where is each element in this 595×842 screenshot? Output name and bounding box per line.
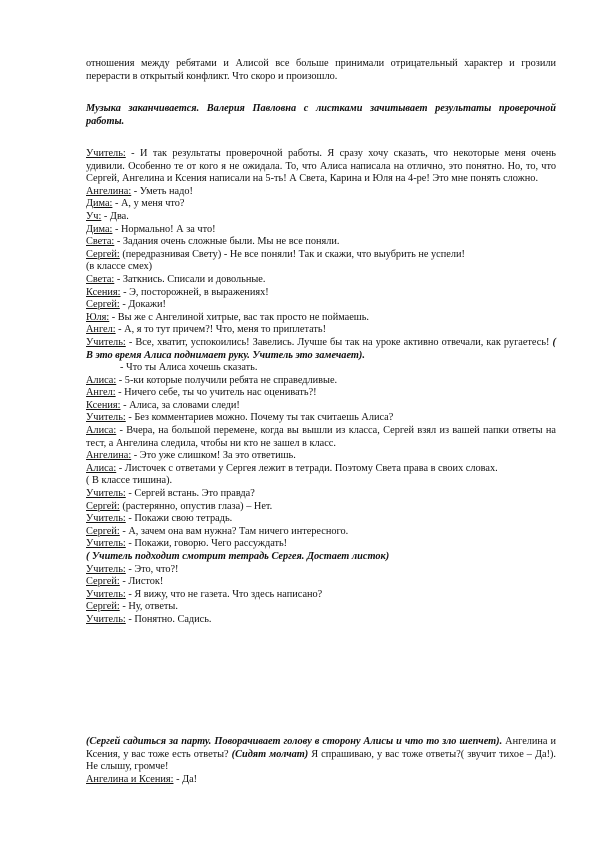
speaker-name: Света: [86, 236, 115, 248]
dialogue-line [86, 400, 556, 413]
dialogue-line [86, 312, 556, 325]
final-paragraph [86, 736, 556, 774]
speaker-name: Ангелина: [86, 450, 132, 462]
speaker-name: Учитель: [86, 588, 126, 600]
dialogue-line [86, 299, 556, 312]
speaker-name: Ксения: [86, 286, 121, 298]
speaker-name: Учитель: [86, 563, 126, 575]
stage-direction-music: Музыка заканчивается. Валерия Павловна с листками зачитывает результаты проверочной работы. [86, 103, 556, 127]
line-text: - 5-ки которые получили ребята не справедливые. [116, 374, 338, 386]
stage-direction: ( Учитель подходит смотрит тетрадь Сергея. Достает листок) [86, 551, 390, 562]
speaker-name: Дима: [86, 223, 113, 235]
dialogue-line [86, 425, 556, 450]
dialogue-line [86, 362, 556, 375]
dialogue-line [86, 375, 556, 388]
dialogue-line [86, 538, 556, 551]
line-text: - А, я то тут причем?! Что, меня то приплетать! [115, 324, 327, 336]
dialogue-line [86, 475, 556, 488]
line-text: - Уметь надо! [131, 185, 193, 197]
dialogue-line [86, 261, 556, 274]
speaker-name: Дима: [86, 198, 113, 210]
line-text: - Сергей встань. Это правда? [125, 488, 255, 500]
dialogue-line [86, 324, 556, 337]
dialogue-line [86, 513, 556, 526]
line-text: - Я вижу, что не газета. Что здесь написано? [125, 588, 323, 600]
speaker-name: Сергей: [86, 500, 120, 512]
speaker-name: Ангелина: [86, 185, 132, 197]
dialogue-line [86, 148, 556, 186]
line-text: - Да! [173, 774, 198, 785]
intro-paragraph: отношения между ребятами и Алисой все больше принимали отрицательный характер и грозили перерасти в открытый конфликт. Что скоро и произошло. [86, 58, 556, 82]
line-text: - Э, посторожней, в выражениях! [120, 286, 269, 298]
line-text: - Задания очень сложные были. Мы не все поняли. [114, 236, 340, 248]
line-text: (передразнивая Свету) - Не все поняли! Так и скажи, что выубрить не успели! [119, 248, 465, 260]
line-text: - Вы же с Ангелиной хитрые, вас так просто не поймаешь. [109, 311, 370, 323]
final-text-1: Ангелина и Ксения, у вас тоже есть ответы? [86, 736, 556, 760]
dialogue-block [86, 148, 556, 627]
speaker-name: Учитель: [86, 148, 126, 159]
dialogue-line [86, 551, 556, 564]
dialogue-line [86, 274, 556, 287]
line-text: - Понятно. Садись. [125, 613, 212, 625]
speaker-name: Учитель: [86, 538, 126, 550]
line-text: - Алиса, за словами следи! [120, 399, 240, 411]
line-text: - Вчера, на большой перемене, когда вы вышли из класса, Сергей взял из вашей папки ответы на тест, а Ангелина следила, чтобы ни кто не зашел в класс. [86, 425, 556, 449]
dialogue-line [86, 576, 556, 589]
speaker-name: Учитель: [86, 488, 126, 500]
speaker-name: Ангел: [86, 324, 116, 336]
speaker-name: Учитель: [86, 613, 126, 625]
dialogue-line [86, 337, 556, 362]
speaker-name: Учитель: [86, 513, 126, 525]
speaker-name: Сергей: [86, 576, 120, 588]
speaker-name: Алиса: [86, 462, 117, 474]
line-text: (растерянно, опустив глаза) – Нет. [119, 500, 273, 512]
stage-direction-silent: (Сидят молчат) [231, 748, 309, 760]
dialogue-line [86, 224, 556, 237]
speaker-name: Уч: [86, 210, 102, 222]
dialogue-line [86, 287, 556, 300]
speaker-name: Сергей: [86, 601, 120, 613]
speaker-name: Алиса: [86, 425, 117, 437]
speaker-name: Ангелина и Ксения: [86, 774, 174, 785]
dialogue-line [86, 526, 556, 539]
speaker-name: Света: [86, 273, 115, 285]
dialogue-line [86, 488, 556, 501]
dialogue-line [86, 412, 556, 425]
speaker-name: Учитель: [86, 336, 126, 348]
dialogue-line [86, 198, 556, 211]
dialogue-line [86, 614, 556, 627]
dialogue-line [86, 463, 556, 476]
dialogue-line [86, 589, 556, 602]
line-text: - Что ты Алиса хочешь сказать. [120, 362, 258, 374]
dialogue-line [86, 249, 556, 262]
speaker-name: Учитель: [86, 412, 126, 424]
line-text: - Нормально! А за что! [112, 223, 216, 235]
dialogue-line [86, 501, 556, 514]
final-text-2: Я спрашиваю, у вас тоже ответы?( звучит тихое – Да!). Не слышу, громче! [86, 748, 556, 773]
dialogue-line [86, 601, 556, 614]
speaker-name: Юля: [86, 311, 110, 323]
line-text: - А, зачем она вам нужна? Там ничего интересного. [119, 525, 349, 537]
line-text: - Покажи, говорю. Чего рассуждать! [125, 538, 288, 550]
line-text: - Два. [101, 210, 129, 222]
line-text: - И так результаты проверочной работы. Я сразу хочу сказать, что некоторые меня очень удивили. Особенно те от кого я не ожидала. То, что Алиса написала на отлично, это понятно. Но, то, что Сергей, Ангелина и Ксения написали на 5-ть! А Света, Карина и Юля на 4-ре! Это мне понять сложно. [86, 148, 556, 185]
line-text: - Листочек с ответами у Сергея лежит в тетради. Поэтому Света права в своих словах. [116, 462, 498, 474]
line-text: - Все, хватит, успокоились! Завелись. Лучше бы так на уроке активно отвечали, как ругаетесь! [125, 336, 550, 348]
speaker-name: Алиса: [86, 374, 117, 386]
dialogue-line [86, 236, 556, 249]
line-text: - Докажи! [119, 299, 166, 311]
line-text: - Заткнись. Списали и довольные. [114, 273, 266, 285]
line-text: - Листок! [119, 576, 164, 588]
dialogue-line [86, 211, 556, 224]
speaker-name: Ксения: [86, 399, 121, 411]
line-text: - Это, что?! [125, 563, 179, 575]
dialogue-line [86, 564, 556, 577]
line-text: - А, у меня что? [112, 198, 185, 210]
speaker-name: Ангел: [86, 387, 116, 399]
line-text: - Покажи свою тетрадь. [125, 513, 233, 525]
speaker-name: Сергей: [86, 525, 120, 537]
line-text: - Ничего себе, ты чо учитель нас оценивать?! [115, 387, 317, 399]
stage-direction-sergey: (Сергей садиться за парту. Поворачивает голову в сторону Алисы и что то зло шепчет). [86, 736, 503, 747]
dialogue-line [86, 387, 556, 400]
line-text: - Без комментариев можно. Почему ты так считаешь Алиса? [125, 412, 394, 424]
dialogue-line [86, 186, 556, 199]
speaker-name: Сергей: [86, 248, 120, 260]
stage-direction: ( В это время Алиса поднимает руку. Учитель это замечает). [86, 336, 556, 361]
last-dialogue-line [86, 774, 556, 787]
line-text: - Это уже слишком! За это ответишь. [131, 450, 296, 462]
line-text: - Ну, ответы. [119, 601, 178, 613]
speaker-name: Сергей: [86, 299, 120, 311]
dialogue-line [86, 450, 556, 463]
line-text: ( В классе тишина). [86, 475, 173, 487]
line-text: (в классе смех) [86, 261, 153, 273]
